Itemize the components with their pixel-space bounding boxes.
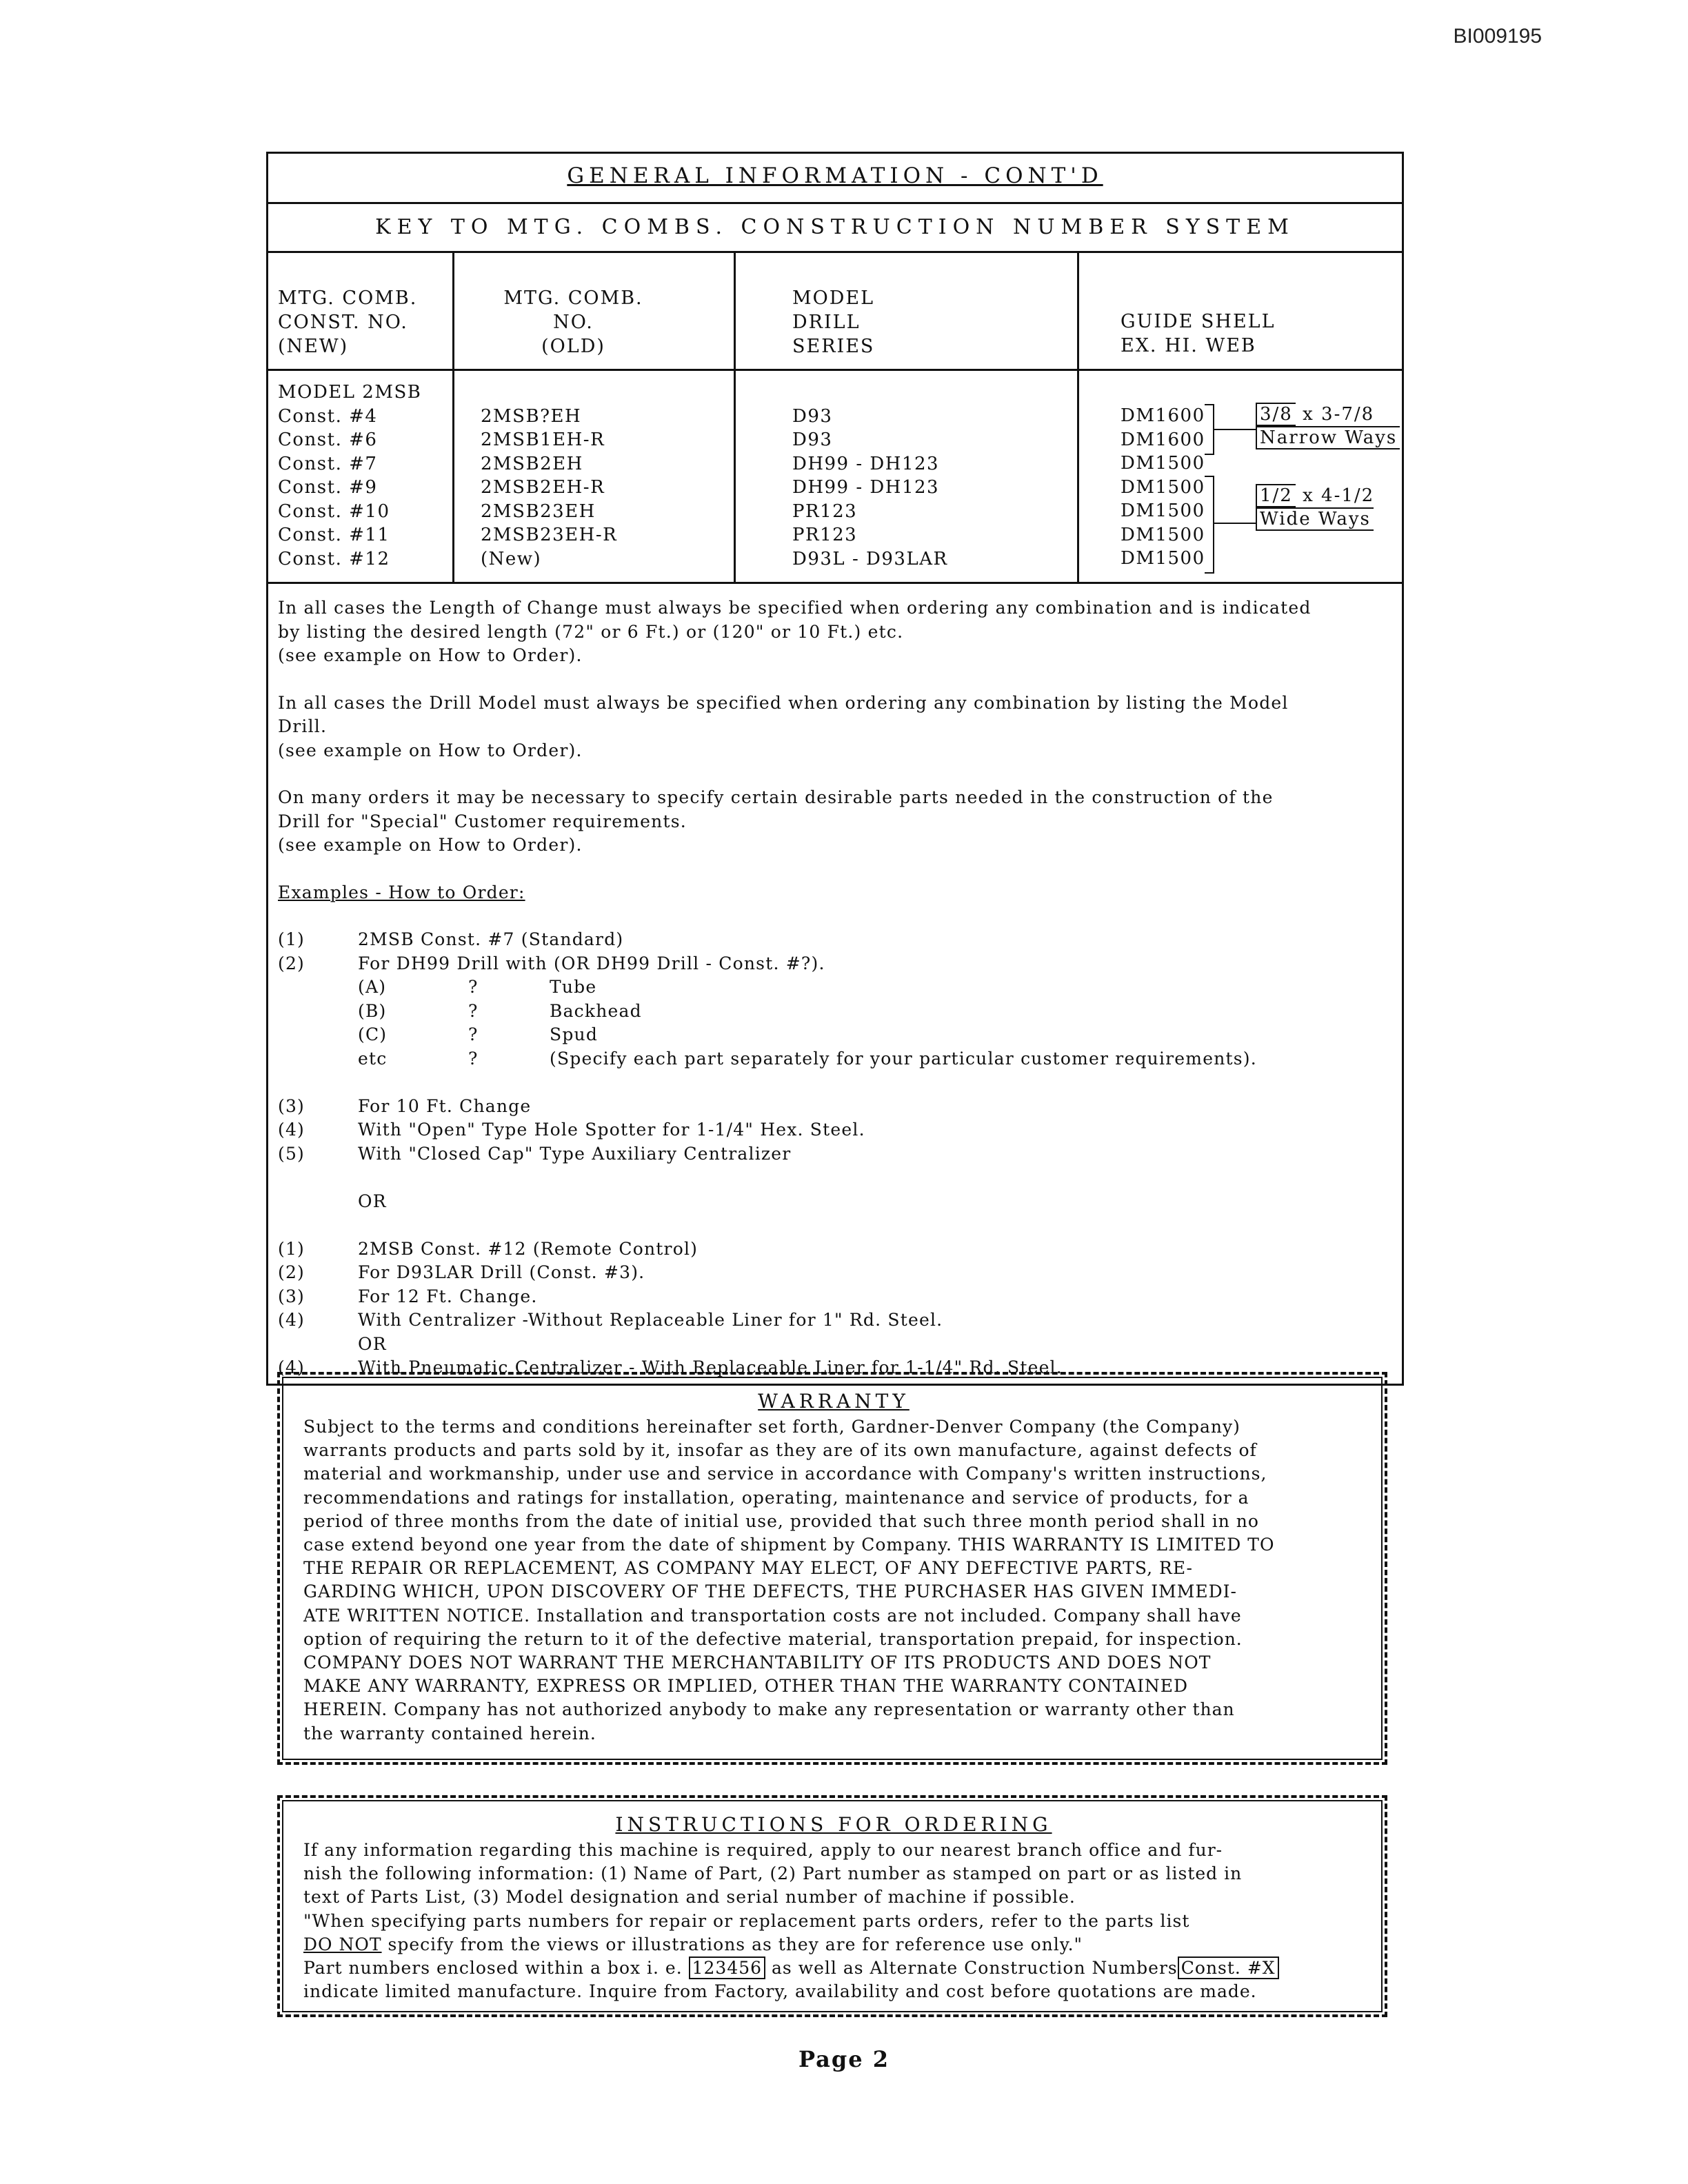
sub-item — [278, 1047, 1392, 1071]
note-line: In all cases the Drill Model must always be specified when ordering any combination by listing the Model — [278, 692, 1289, 713]
table-cell: DH99 - DH123 — [792, 453, 940, 474]
note-line: (see example on How to Order). — [278, 835, 583, 855]
instructions-line: "When specifying parts numbers for repair or replacement parts orders, refer to the parts list — [303, 1910, 1190, 1931]
sub-mark: ? — [468, 977, 479, 997]
col-drill-series — [736, 371, 1079, 582]
narrow-text: Narrow Ways — [1256, 426, 1400, 449]
sub-text: Spud — [550, 1024, 599, 1044]
header-text: EX. HI. WEB — [1121, 335, 1256, 356]
narrow-dim: x 3-7/8 — [1295, 404, 1375, 425]
model-label: MODEL 2MSB — [278, 382, 422, 403]
warranty-line: recommendations and ratings for installation, operating, maintenance and service of products, for a — [303, 1487, 1249, 1508]
example-item — [278, 1237, 1392, 1262]
sub-label: etc — [358, 1048, 388, 1069]
table-cell: (New) — [481, 548, 542, 569]
table-body — [268, 371, 1402, 584]
example-item — [278, 1142, 1392, 1166]
sub-text: (Specify each part separately for your particular customer requirements). — [550, 1048, 1257, 1069]
instructions-text — [303, 1839, 1364, 2003]
warranty-line: case extend beyond one year from the date of shipment by Company. THIS WARRANTY IS LIMITED TO — [303, 1535, 1275, 1555]
connector-line — [1213, 429, 1256, 430]
warranty-line: Subject to the terms and conditions hereinafter set forth, Gardner-Denver Company (the Company) — [303, 1417, 1240, 1437]
table-cell: D93L - D93LAR — [792, 548, 948, 569]
header-text: SERIES — [792, 336, 875, 357]
example-number: (2) — [278, 953, 305, 973]
header-text: GUIDE SHELL — [1121, 311, 1276, 332]
example-number: (4) — [278, 1357, 305, 1377]
instructions-fragment: as well as Alternate Construction Numbers — [765, 1958, 1178, 1979]
note-line: (see example on How to Order). — [278, 740, 583, 760]
example-text: With Pneumatic Centralizer - With Replaceable Liner for 1-1/4" Rd. Steel. — [358, 1357, 1063, 1377]
sub-label: (A) — [358, 977, 387, 997]
header-text: DRILL — [792, 312, 861, 333]
instructions-line: nish the following information: (1) Name of Part, (2) Part number as stamped on part or as listed in — [303, 1863, 1243, 1884]
warranty-line: period of three months from the date of initial use, provided that such three month period shall in no — [303, 1510, 1259, 1531]
table-cell: DM1500 — [1121, 501, 1205, 521]
instructions-line — [303, 1957, 1364, 1980]
table-cell: DM1500 — [1121, 524, 1205, 545]
warranty-line: warrants products and parts sold by it, insofar as they are of its own manufacture, against defects of — [303, 1440, 1257, 1461]
narrow-ways-label — [1256, 403, 1400, 449]
table-cell: D93 — [792, 429, 833, 450]
section-title-row — [268, 154, 1402, 204]
sub-item — [278, 975, 1392, 1000]
table-cell: D93 — [792, 405, 833, 427]
table-cell: DM1500 — [1121, 453, 1205, 474]
example-item — [278, 1118, 1392, 1142]
table-cell: 2MSB1EH-R — [481, 429, 605, 450]
example-number: (3) — [278, 1286, 305, 1306]
note-line: In all cases the Length of Change must always be specified when ordering any combination and is indicated — [278, 598, 1312, 618]
note-line: On many orders it may be necessary to specify certain desirable parts needed in the construction of the — [278, 787, 1274, 807]
table-cell: Const. #9 — [278, 477, 378, 498]
sub-mark: ? — [468, 1000, 479, 1021]
note-line: by listing the desired length (72" or 6 Ft.) or (120" or 10 Ft.) etc. — [278, 621, 904, 642]
warranty-line: COMPANY DOES NOT WARRANT THE MERCHANTABILITY OF ITS PRODUCTS AND DOES NOT — [303, 1652, 1212, 1673]
table-cell: Const. #6 — [278, 429, 378, 450]
header-new-const — [268, 253, 454, 369]
sub-text: Backhead — [550, 1000, 642, 1021]
example-text: 2MSB Const. #12 (Remote Control) — [358, 1238, 699, 1259]
warranty-line: the warranty contained herein. — [303, 1723, 596, 1743]
or-text: OR — [358, 1191, 387, 1211]
sub-label: (C) — [358, 1024, 388, 1044]
header-text: CONST. NO. — [278, 312, 408, 333]
examples-heading-text: Examples - How to Order: — [278, 882, 525, 902]
table-cell: 2MSB2EH-R — [481, 477, 605, 498]
example-number: (4) — [278, 1310, 305, 1330]
or-text: OR — [358, 1333, 387, 1354]
table-cell: DM1600 — [1121, 429, 1205, 450]
or-separator — [278, 1190, 1392, 1214]
table-cell: DM1600 — [1121, 405, 1205, 426]
sub-mark: ? — [468, 1048, 479, 1069]
page-number: Page 2 — [798, 2046, 890, 2072]
sub-item — [278, 1000, 1392, 1024]
note-line: (see example on How to Order). — [278, 645, 583, 665]
example-text: For DH99 Drill with (OR DH99 Drill - Const. #?). — [358, 953, 825, 973]
example-item — [278, 1095, 1392, 1119]
sub-text: Tube — [550, 977, 597, 997]
table-cell: PR123 — [792, 525, 858, 545]
note-paragraph — [278, 786, 1392, 858]
table-cell: Const. #4 — [278, 405, 378, 427]
warranty-line: material and workmanship, under use and service in accordance with Company's written instructions, — [303, 1464, 1267, 1484]
example-number: (3) — [278, 1095, 305, 1116]
example-text: With "Closed Cap" Type Auxiliary Centralizer — [358, 1143, 792, 1164]
wide-dim: x 4-1/2 — [1295, 485, 1375, 506]
note-paragraph — [278, 691, 1392, 763]
warranty-line: ATE WRITTEN NOTICE. Installation and transportation costs are not included. Company shall have — [303, 1605, 1242, 1626]
table-cell: Const. #10 — [278, 501, 390, 522]
bracket-wide — [1205, 476, 1214, 574]
header-text: MODEL — [792, 287, 875, 309]
example-number: (1) — [278, 929, 305, 949]
document-id: BI009195 — [1453, 25, 1542, 48]
instructions-line: text of Parts List, (3) Model designation and serial number of machine if possible. — [303, 1887, 1076, 1908]
table-cell: Const. #11 — [278, 525, 390, 545]
example-item — [278, 1308, 1392, 1333]
example-number: (4) — [278, 1120, 305, 1140]
header-text: MTG. COMB. — [278, 287, 418, 309]
table-cell: Const. #12 — [278, 548, 390, 569]
table-cell: DM1500 — [1121, 548, 1205, 569]
instructions-fragment: specify from the views or illustrations as they are for reference use only." — [381, 1934, 1083, 1954]
note-line: Drill for "Special" Customer requirements. — [278, 811, 687, 831]
header-text: (OLD) — [541, 336, 605, 357]
wide-text: Wide Ways — [1256, 507, 1374, 531]
warranty-line: HEREIN. Company has not authorized anybody to make any representation or warranty other than — [303, 1699, 1235, 1720]
instructions-fragment: Part numbers enclosed within a box i. e. — [303, 1958, 689, 1979]
section-title: GENERAL INFORMATION - CONT'D — [567, 163, 1103, 188]
warranty-line: option of requiring the return to it of the defective material, transportation prepaid, for inspection. — [303, 1628, 1243, 1649]
boxed-const-number: Const. #X — [1178, 1957, 1279, 1979]
header-old-no — [454, 253, 736, 369]
col-const-new — [268, 371, 454, 582]
notes-section — [268, 584, 1402, 1380]
wide-size: 1/2 — [1256, 484, 1296, 507]
example-text: For D93LAR Drill (Const. #3). — [358, 1262, 645, 1282]
wide-ways-label — [1256, 484, 1374, 531]
example-text: For 12 Ft. Change. — [358, 1286, 538, 1306]
sub-label: (B) — [358, 1000, 387, 1021]
example-text: With "Open" Type Hole Spotter for 1-1/4" Hex. Steel. — [358, 1120, 865, 1140]
header-guide-shell — [1079, 253, 1402, 369]
example-number: (1) — [278, 1238, 305, 1259]
example-item — [278, 928, 1392, 952]
warranty-line: THE REPAIR OR REPLACEMENT, AS COMPANY MAY ELECT, OF ANY DEFECTIVE PARTS, RE- — [303, 1558, 1193, 1579]
or-separator — [278, 1333, 1392, 1357]
table-cell: Const. #7 — [278, 453, 378, 474]
examples-heading — [278, 881, 1392, 905]
warranty-line: GARDING WHICH, UPON DISCOVERY OF THE DEFECTS, THE PURCHASER HAS GIVEN IMMEDI- — [303, 1581, 1237, 1602]
example-text: 2MSB Const. #7 (Standard) — [358, 929, 624, 949]
ordering-instructions-box — [277, 1795, 1387, 2017]
instructions-line: indicate limited manufacture. Inquire from Factory, availability and cost before quotations are made. — [303, 1981, 1257, 2002]
table-cell: PR123 — [792, 501, 858, 522]
general-information-panel — [266, 152, 1404, 1386]
note-line: Drill. — [278, 716, 328, 736]
connector-line — [1213, 523, 1256, 524]
instructions-line: If any information regarding this machine is required, apply to our nearest branch office and fur- — [303, 1840, 1223, 1860]
instructions-line — [303, 1933, 1364, 1957]
instructions-title: INSTRUCTIONS FOR ORDERING — [615, 1813, 1052, 1836]
note-paragraph — [278, 596, 1392, 668]
warranty-text — [303, 1415, 1364, 1746]
header-text: MTG. COMB. — [503, 287, 643, 309]
example-text: With Centralizer -Without Replaceable Liner for 1" Rd. Steel. — [358, 1310, 943, 1330]
example-item — [278, 1285, 1392, 1309]
sub-item — [278, 1023, 1392, 1047]
table-cell: 2MSB?EH — [481, 405, 582, 427]
col-old-no — [454, 371, 736, 582]
example-number: (2) — [278, 1262, 305, 1282]
header-text: (NEW) — [278, 336, 349, 357]
table-cell: 2MSB23EH — [481, 501, 596, 522]
warranty-title: WARRANTY — [758, 1390, 910, 1413]
col-guide-shell — [1079, 371, 1402, 582]
example-item — [278, 952, 1392, 976]
do-not-emphasis: DO NOT — [303, 1934, 382, 1954]
sub-mark: ? — [468, 1024, 479, 1044]
warranty-box — [277, 1372, 1387, 1765]
table-header-row — [268, 253, 1402, 371]
example-number: (5) — [278, 1143, 305, 1164]
header-text: NO. — [553, 312, 594, 333]
boxed-part-number: 123456 — [689, 1957, 765, 1979]
example-item — [278, 1261, 1392, 1285]
table-cell: 2MSB23EH-R — [481, 525, 618, 545]
warranty-line: MAKE ANY WARRANTY, EXPRESS OR IMPLIED, OTHER THAN THE WARRANTY CONTAINED — [303, 1676, 1188, 1697]
table-cell: DM1500 — [1121, 476, 1205, 498]
header-model-drill — [736, 253, 1079, 369]
table-subtitle: KEY TO MTG. COMBS. CONSTRUCTION NUMBER SYSTEM — [268, 204, 1402, 253]
table-cell: 2MSB2EH — [481, 453, 583, 474]
table-cell: DH99 - DH123 — [792, 477, 940, 498]
example-text: For 10 Ft. Change — [358, 1095, 532, 1116]
narrow-size: 3/8 — [1256, 403, 1296, 426]
